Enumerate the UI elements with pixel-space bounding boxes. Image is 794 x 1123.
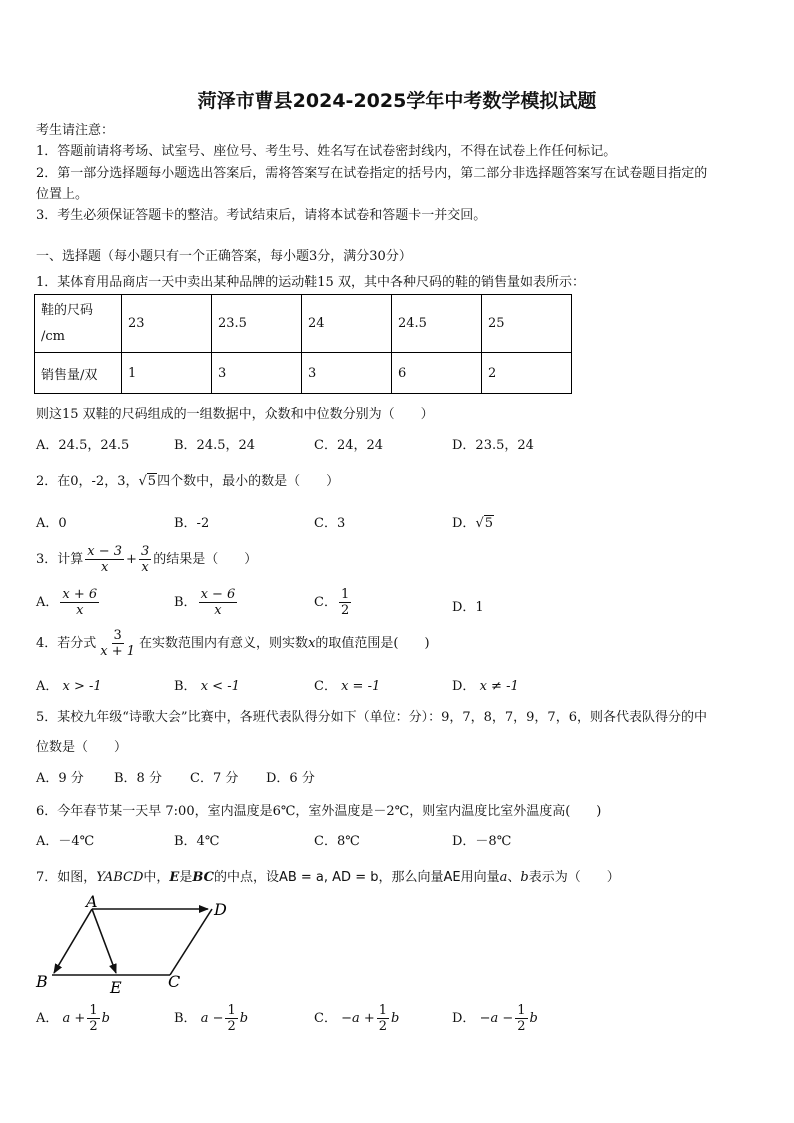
option-expression: b [101, 1011, 110, 1026]
q1-option-d[interactable]: D．23.5，24 [452, 438, 534, 453]
fraction-denominator: 2 [340, 603, 350, 618]
q3-option-c[interactable] [314, 587, 353, 618]
vector-ae: AE [443, 870, 461, 885]
option-expression: x ≠ -1 [479, 679, 519, 694]
table-cell: 25 [482, 295, 572, 353]
table-cell: 3 [302, 353, 392, 394]
table-cell: 24 [302, 295, 392, 353]
option-expression: x > -1 [62, 679, 102, 694]
table-label-size: 鞋的尺码 [41, 302, 94, 318]
table-header-cell: 销售量/双 [35, 353, 122, 394]
q3-option-a[interactable] [36, 587, 101, 618]
option-expression: x = -1 [341, 679, 381, 694]
option-label: D． [452, 516, 476, 531]
q5-option-c[interactable]: C．7 分 [190, 771, 239, 786]
fraction-denominator: x + 1 [100, 644, 136, 659]
separator: 、 [507, 870, 521, 885]
option-expression: x < -1 [200, 679, 240, 694]
fraction [85, 544, 124, 575]
q1-option-b[interactable]: B．24.5，24 [174, 438, 256, 453]
table-cell: 2 [482, 353, 572, 394]
q1-stem: 1．某体育用品商店一天中卖出某种品牌的运动鞋15 双，其中各种尺码的鞋的销售量如表所示： [36, 275, 585, 290]
segment-cd-line [170, 909, 212, 975]
q2-option-a[interactable]: A．0 [36, 516, 67, 531]
option-label: B． [174, 595, 197, 610]
q4-option-d[interactable] [452, 675, 519, 694]
sqrt-radicand: 5 [484, 516, 494, 531]
option-label: C． [314, 595, 337, 610]
fraction-numerator: 3 [113, 628, 122, 643]
vector-ab-arrow [54, 909, 92, 973]
fraction-denominator: x [76, 603, 84, 618]
option-label: C． [314, 1011, 337, 1026]
point-e: E [169, 870, 180, 885]
label-c: C [168, 972, 181, 991]
q7-stem-text: 7．如图， [36, 870, 97, 885]
q1-option-a[interactable]: A．24.5，24.5 [36, 438, 130, 453]
option-expression: −a − [479, 1011, 514, 1026]
fraction [87, 1003, 99, 1034]
fraction [199, 587, 238, 618]
q5-stem: 5．某校九年级“诗歌大会”比赛中，各班代表队得分如下（单位：分）：9，7，8，7，9，7，6，则各代表队得分的中 [36, 710, 707, 725]
q7-stem-text: ，那么向量 [378, 870, 444, 885]
q6-option-c[interactable]: C．8℃ [314, 834, 360, 849]
fraction-denominator: 2 [89, 1019, 98, 1034]
option-expression: a − [200, 1011, 224, 1026]
fraction-numerator: x + 6 [62, 587, 98, 602]
q7-option-c[interactable] [314, 1003, 399, 1034]
fraction [139, 544, 151, 575]
q5-stem-continued: 位数是（ ） [36, 740, 128, 755]
q7-option-d[interactable] [452, 1003, 538, 1034]
q4-stem-text: 4．若分式 [36, 636, 97, 651]
option-label: D． [452, 1011, 476, 1026]
fraction-numerator: 1 [89, 1003, 98, 1018]
fraction-denominator: x [214, 603, 222, 618]
table-label-unit: /cm [41, 328, 65, 344]
notice-heading: 考生请注意： [36, 123, 115, 138]
q6-option-b[interactable]: B．4℃ [174, 834, 220, 849]
q6-option-d[interactable]: D．－8℃ [452, 834, 512, 849]
q2-option-d[interactable] [452, 512, 494, 531]
q7-stem-text: 中， [143, 870, 170, 885]
fraction [60, 587, 99, 618]
table-cell: 24.5 [392, 295, 482, 353]
sqrt-radicand: 5 [147, 474, 157, 489]
label-b: B [36, 972, 48, 991]
fraction [225, 1003, 237, 1034]
q6-option-a[interactable]: A．－4℃ [36, 834, 95, 849]
vector-b: b [520, 870, 529, 885]
label-d: D [214, 900, 227, 919]
option-label: B． [174, 1011, 197, 1026]
q2-stem-text: 四个数中，最小的数是（ ） [157, 474, 340, 489]
fraction [339, 587, 351, 618]
q7-stem-text: 的中点，设 [213, 870, 279, 885]
segment-bc: BC [192, 870, 214, 885]
q7-stem-text: 用向量 [460, 870, 500, 885]
q3-stem-text: 的结果是（ ） [153, 552, 258, 567]
fraction-denominator: x [100, 560, 109, 575]
q4-option-a[interactable] [36, 675, 102, 694]
parallelogram-figure [30, 893, 240, 995]
option-label: A． [36, 679, 59, 694]
option-label: A． [36, 1011, 59, 1026]
notice-item: 位置上。 [36, 187, 89, 202]
q7-stem-text: 是 [179, 870, 193, 885]
q5-option-a[interactable]: A．9 分 [36, 771, 84, 786]
q2-stem-text: 2．在0，-2，3， [36, 474, 139, 489]
q2-option-c[interactable]: C．3 [314, 516, 346, 531]
sqrt-expression: √5 [138, 474, 157, 489]
notice-item: 3．考生必须保证答题卡的整洁。考试结束后，请将本试卷和答题卡一并交回。 [36, 208, 487, 223]
q3-stem-text: 3．计算 [36, 552, 84, 567]
table-cell: 6 [392, 353, 482, 394]
q7-option-b[interactable] [174, 1003, 248, 1034]
plus-sign: + [126, 552, 137, 567]
fraction [515, 1003, 527, 1034]
q4-stem-text: 在实数范围内有意义，则实数 [139, 636, 309, 651]
vector-definition: AB = a, AD = b [278, 870, 379, 885]
fraction-numerator: 1 [340, 587, 350, 602]
table-cell: 1 [122, 353, 212, 394]
notice-item: 2．第一部分选择题每小题选出答案后，需将答案写在试卷指定的括号内，第二部分非选择题答案写在试卷题目指定的 [36, 166, 708, 181]
q7-stem-text: 表示为（ ） [528, 870, 620, 885]
label-e: E [110, 978, 122, 995]
vector-a: a [499, 870, 508, 885]
table-cell: 3 [212, 353, 302, 394]
section-heading: 一、选择题（每小题只有一个正确答案，每小题3分，满分30分） [36, 249, 412, 264]
fraction-numerator: 1 [517, 1003, 526, 1018]
q1-option-c[interactable]: C．24，24 [314, 438, 384, 453]
sqrt-expression: √5 [475, 516, 494, 531]
parallelogram-symbol: YABCD [96, 870, 144, 885]
notice-item: 1．答题前请将考场、试室号、座位号、考生号、姓名写在试卷密封线内，不得在试卷上作任何标记。 [36, 144, 617, 159]
table-cell: 23.5 [212, 295, 302, 353]
fraction [98, 628, 137, 659]
fraction-denominator: 2 [517, 1019, 526, 1034]
vector-ae-arrow [92, 909, 116, 973]
q4-option-b[interactable] [174, 675, 240, 694]
option-expression: b [529, 1011, 538, 1026]
fraction-numerator: 3 [140, 544, 150, 559]
q5-option-b[interactable]: B．8 分 [114, 771, 162, 786]
option-label: A． [36, 595, 59, 610]
page-title: 菏泽市曹县2024-2025学年中考数学模拟试题 [197, 90, 597, 112]
q3-option-d[interactable]: D．1 [452, 600, 484, 615]
option-label: D． [452, 679, 476, 694]
q2-option-b[interactable]: B．-2 [174, 516, 210, 531]
fraction-denominator: 2 [378, 1019, 388, 1034]
q2-stem [36, 470, 339, 489]
q1-question: 则这15 双鞋的尺码组成的一组数据中，众数和中位数分别为（ ） [36, 407, 434, 422]
option-expression: a + [62, 1011, 86, 1026]
fraction-numerator: x − 6 [200, 587, 236, 602]
fraction-numerator: 1 [378, 1003, 388, 1018]
fraction-denominator: 2 [227, 1019, 236, 1034]
option-label: C． [314, 679, 337, 694]
shoe-sales-table [34, 294, 572, 394]
variable-x: x [308, 636, 316, 651]
table-header-cell [35, 295, 122, 353]
fraction-numerator: x − 3 [87, 544, 123, 559]
q4-stem-text: 的取值范围是( ) [315, 636, 430, 651]
option-expression: b [239, 1011, 249, 1026]
q5-option-d[interactable]: D．6 分 [266, 771, 315, 786]
q3-option-b[interactable] [174, 587, 239, 618]
option-expression: −a + [341, 1011, 375, 1026]
q4-stem [36, 628, 430, 659]
q6-stem: 6．今年春节某一天早 7:00，室内温度是6℃，室外温度是－2℃，则室内温度比室外温度高( ) [36, 804, 602, 819]
option-expression: b [391, 1011, 400, 1026]
fraction-numerator: 1 [227, 1003, 236, 1018]
fraction [377, 1003, 389, 1034]
q7-stem [36, 866, 620, 885]
option-label: B． [174, 679, 197, 694]
label-a: A [86, 893, 98, 911]
q7-option-a[interactable] [36, 1003, 110, 1034]
fraction-denominator: x [141, 560, 149, 575]
q3-stem [36, 544, 257, 575]
q4-option-c[interactable] [314, 675, 380, 694]
table-cell: 23 [122, 295, 212, 353]
